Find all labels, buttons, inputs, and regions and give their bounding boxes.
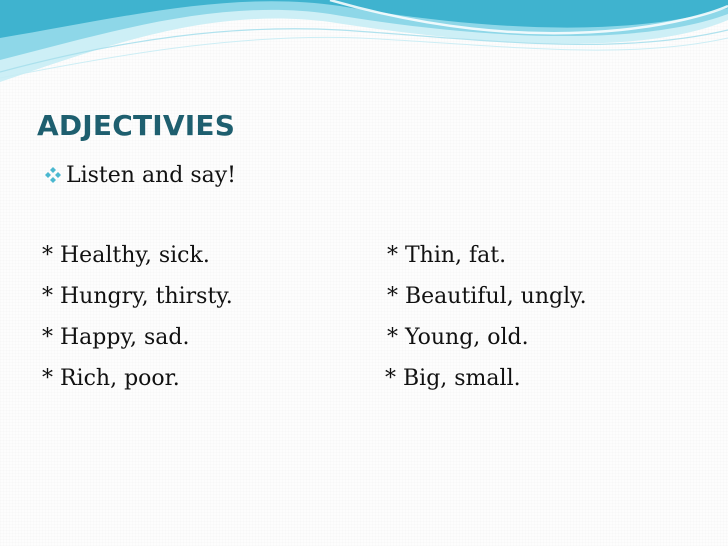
header-wave-decoration [0, 0, 728, 90]
slide-title: ADJECTIVIES [37, 109, 236, 142]
instruction-text: Listen and say! [66, 162, 236, 188]
instruction-line [44, 158, 236, 192]
right-item-2: * Beautiful, ungly. [387, 284, 587, 309]
left-item-2: * Hungry, thirsty. [42, 284, 233, 309]
left-item-4: * Rich, poor. [42, 366, 180, 391]
right-item-3: * Young, old. [387, 325, 529, 350]
right-item-4: * Big, small. [385, 366, 521, 391]
four-diamond-bullet-icon [44, 166, 62, 184]
left-item-3: * Happy, sad. [42, 325, 190, 350]
left-item-1: * Healthy, sick. [42, 243, 210, 268]
right-item-1: * Thin, fat. [387, 243, 507, 268]
